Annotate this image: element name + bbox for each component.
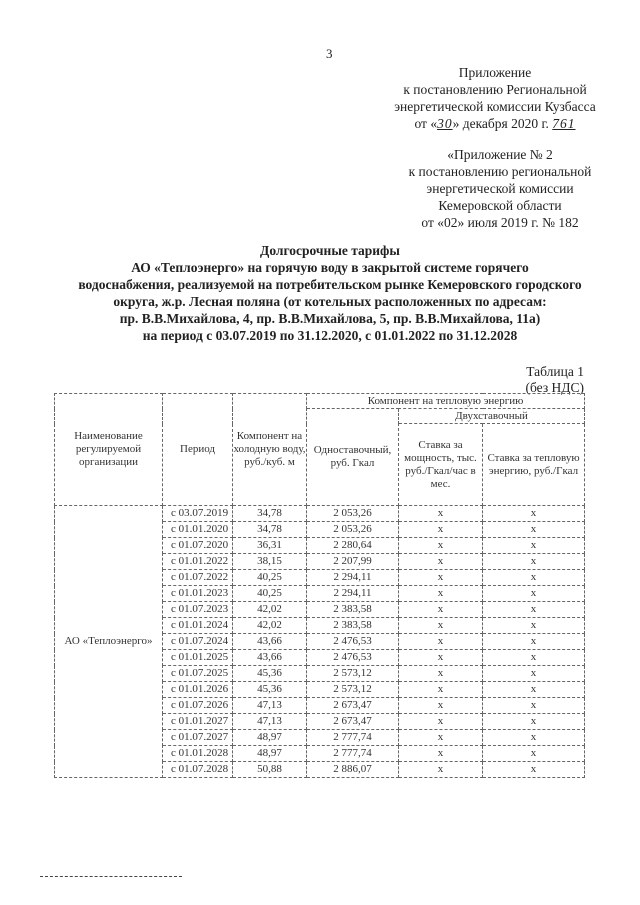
period-cell: с 01.01.2026 — [163, 682, 233, 698]
document-title — [60, 242, 600, 344]
cold-water-cell: 40,25 — [233, 570, 307, 586]
header-capacity-rate: Ставка за мощность, тыс. руб./Гкал/час в мес. — [399, 424, 483, 506]
heat-rate-cell: x — [483, 554, 585, 570]
heat-rate-cell: x — [483, 538, 585, 554]
heat-rate-cell: x — [483, 506, 585, 522]
cold-water-cell: 36,31 — [233, 538, 307, 554]
cold-water-cell: 45,36 — [233, 682, 307, 698]
title-line: округа, ж.р. Лесная поляна (от котельных расположенных по адресам: — [113, 294, 547, 309]
period-cell: с 01.01.2023 — [163, 586, 233, 602]
organization-cell: АО «Теплоэнерго» — [55, 506, 163, 778]
capacity-rate-cell: x — [399, 634, 483, 650]
appendix-line: энергетической комиссии Кузбасса — [394, 99, 596, 114]
heat-rate-cell: x — [483, 602, 585, 618]
period-cell: с 01.07.2022 — [163, 570, 233, 586]
period-cell: с 01.07.2020 — [163, 538, 233, 554]
period-cell: с 01.01.2020 — [163, 522, 233, 538]
handwritten-number: 761 — [552, 116, 576, 131]
appendix-line: «Приложение № 2 — [447, 147, 553, 162]
vat-note: (без НДС) — [525, 380, 584, 395]
heat-rate-cell: x — [483, 666, 585, 682]
appendix-previous — [390, 146, 610, 231]
header-cold-water: Компонент на холодную воду, руб./куб. м — [233, 394, 307, 506]
cold-water-cell: 42,02 — [233, 602, 307, 618]
single-rate-cell: 2 053,26 — [307, 522, 399, 538]
capacity-rate-cell: x — [399, 506, 483, 522]
title-line: пр. В.В.Михайлова, 4, пр. В.В.Михайлова, 5, пр. В.В.Михайлова, 11а) — [119, 311, 541, 326]
period-cell: с 01.07.2026 — [163, 698, 233, 714]
appendix-current — [375, 64, 615, 132]
header-heat-component: Компонент на тепловую энергию — [307, 394, 585, 409]
title-line: на период с 03.07.2019 по 31.12.2020, с 01.01.2022 по 31.12.2028 — [142, 328, 518, 343]
heat-rate-cell: x — [483, 714, 585, 730]
single-rate-cell: 2 053,26 — [307, 506, 399, 522]
header-two-rate: Двухставочный — [399, 409, 585, 424]
date-prefix: от « — [414, 116, 438, 131]
heat-rate-cell: x — [483, 522, 585, 538]
single-rate-cell: 2 573,12 — [307, 666, 399, 682]
table-label: Таблица 1 — [526, 364, 584, 379]
cold-water-cell: 38,15 — [233, 554, 307, 570]
appendix-line: к постановлению Региональной — [403, 82, 587, 97]
heat-rate-cell: x — [483, 618, 585, 634]
heat-rate-cell: x — [483, 746, 585, 762]
period-cell: с 01.07.2028 — [163, 762, 233, 778]
capacity-rate-cell: x — [399, 714, 483, 730]
cold-water-cell: 42,02 — [233, 618, 307, 634]
table-note — [500, 364, 584, 396]
capacity-rate-cell: x — [399, 698, 483, 714]
capacity-rate-cell: x — [399, 538, 483, 554]
single-rate-cell: 2 673,47 — [307, 714, 399, 730]
cold-water-cell: 40,25 — [233, 586, 307, 602]
period-cell: с 01.07.2023 — [163, 602, 233, 618]
cold-water-cell: 48,97 — [233, 746, 307, 762]
handwritten-day: 30 — [437, 116, 453, 131]
cold-water-cell: 50,88 — [233, 762, 307, 778]
cold-water-cell: 45,36 — [233, 666, 307, 682]
tariff-table — [54, 393, 585, 778]
period-cell: с 01.01.2028 — [163, 746, 233, 762]
heat-rate-cell: x — [483, 570, 585, 586]
footnote-separator — [40, 876, 182, 877]
period-cell: с 01.01.2025 — [163, 650, 233, 666]
heat-rate-cell: x — [483, 682, 585, 698]
title-line: АО «Теплоэнерго» на горячую воду в закрытой системе горячего — [131, 260, 529, 275]
page-number: 3 — [326, 46, 333, 61]
single-rate-cell: 2 573,12 — [307, 682, 399, 698]
single-rate-cell: 2 777,74 — [307, 746, 399, 762]
capacity-rate-cell: x — [399, 682, 483, 698]
single-rate-cell: 2 476,53 — [307, 650, 399, 666]
appendix-line: от «02» июля 2019 г. № 182 — [421, 215, 579, 230]
capacity-rate-cell: x — [399, 762, 483, 778]
cold-water-cell: 47,13 — [233, 698, 307, 714]
single-rate-cell: 2 207,99 — [307, 554, 399, 570]
period-cell: с 01.01.2022 — [163, 554, 233, 570]
appendix-date-line — [375, 115, 615, 132]
cold-water-cell: 47,13 — [233, 714, 307, 730]
period-cell: с 01.07.2025 — [163, 666, 233, 682]
header-single-rate: Одноставочный, руб. Гкал — [307, 409, 399, 506]
period-cell: с 01.01.2024 — [163, 618, 233, 634]
appendix-line: Приложение — [458, 65, 532, 80]
heat-rate-cell: x — [483, 730, 585, 746]
cold-water-cell: 34,78 — [233, 506, 307, 522]
single-rate-cell: 2 294,11 — [307, 586, 399, 602]
heat-rate-cell: x — [483, 698, 585, 714]
appendix-line: к постановлению региональной — [408, 164, 592, 179]
single-rate-cell: 2 886,07 — [307, 762, 399, 778]
header-heat-rate: Ставка за тепловую энергию, руб./Гкал — [483, 424, 585, 506]
period-cell: с 01.07.2027 — [163, 730, 233, 746]
appendix-line: Кемеровской области — [438, 198, 562, 213]
title-line: водоснабжения, реализуемой на потребительском рынке Кемеровского городского — [78, 277, 582, 292]
single-rate-cell: 2 476,53 — [307, 634, 399, 650]
single-rate-cell: 2 294,11 — [307, 570, 399, 586]
header-period: Период — [163, 394, 233, 506]
capacity-rate-cell: x — [399, 746, 483, 762]
title-line: Долгосрочные тарифы — [260, 243, 400, 258]
period-cell: с 03.07.2019 — [163, 506, 233, 522]
period-cell: с 01.01.2027 — [163, 714, 233, 730]
capacity-rate-cell: x — [399, 570, 483, 586]
heat-rate-cell: x — [483, 586, 585, 602]
table-row — [55, 506, 585, 522]
capacity-rate-cell: x — [399, 586, 483, 602]
capacity-rate-cell: x — [399, 602, 483, 618]
header-org-name: Наименование регулируемой организации — [55, 394, 163, 506]
cold-water-cell: 34,78 — [233, 522, 307, 538]
single-rate-cell: 2 673,47 — [307, 698, 399, 714]
capacity-rate-cell: x — [399, 522, 483, 538]
capacity-rate-cell: x — [399, 618, 483, 634]
heat-rate-cell: x — [483, 634, 585, 650]
appendix-line: энергетической комиссии — [426, 181, 574, 196]
single-rate-cell: 2 280,64 — [307, 538, 399, 554]
single-rate-cell: 2 383,58 — [307, 618, 399, 634]
capacity-rate-cell: x — [399, 730, 483, 746]
capacity-rate-cell: x — [399, 650, 483, 666]
capacity-rate-cell: x — [399, 666, 483, 682]
capacity-rate-cell: x — [399, 554, 483, 570]
single-rate-cell: 2 383,58 — [307, 602, 399, 618]
cold-water-cell: 43,66 — [233, 650, 307, 666]
heat-rate-cell: x — [483, 762, 585, 778]
date-suffix: » декабря 2020 г. — [452, 116, 553, 131]
cold-water-cell: 48,97 — [233, 730, 307, 746]
heat-rate-cell: x — [483, 650, 585, 666]
single-rate-cell: 2 777,74 — [307, 730, 399, 746]
period-cell: с 01.07.2024 — [163, 634, 233, 650]
cold-water-cell: 43,66 — [233, 634, 307, 650]
